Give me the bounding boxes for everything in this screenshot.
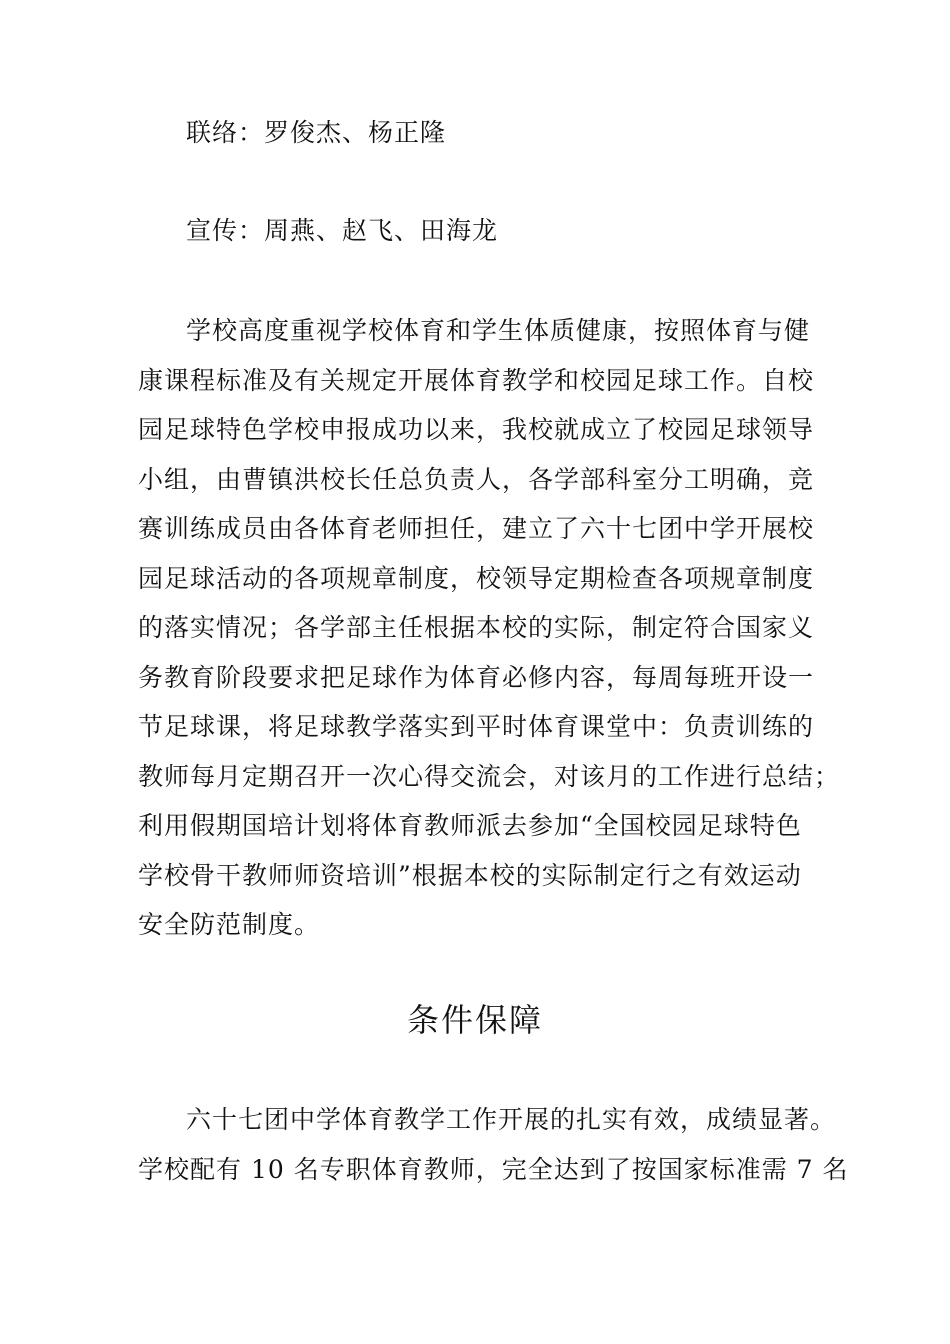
paragraph-line: 教师每月定期召开一次心得交流会，对该月的工作进行总结； — [138, 762, 841, 791]
contact-line: 联络：罗俊杰、杨正隆 — [186, 118, 447, 147]
paragraph-line: 务教育阶段要求把足球作为体育必修内容，每周每班开设一 — [138, 663, 815, 692]
paragraph-line: 利用假期国培计划将体育教师派去参加“全国校园足球特色 — [138, 811, 802, 840]
paragraph-line: 学校骨干教师师资培训”根据本校的实际制定行之有效运动 — [138, 861, 802, 890]
paragraph-line: 园足球活动的各项规章制度，校领导定期检查各项规章制度 — [138, 564, 815, 593]
paragraph-line: 学校配有 10 名专职体育教师，完全达到了按国家标准需 7 名 — [138, 1155, 849, 1184]
paragraph-line: 康课程标准及有关规定开展体育教学和校园足球工作。自校 — [138, 366, 815, 395]
paragraph-line: 园足球特色学校申报成功以来，我校就成立了校园足球领导 — [138, 415, 815, 444]
paragraph-line: 六十七团中学体育教学工作开展的扎实有效，成绩显著。 — [186, 1105, 837, 1134]
paragraph-line: 安全防范制度。 — [138, 910, 321, 939]
section-title: 条件保障 — [406, 1001, 543, 1039]
publicity-line: 宣传：周燕、赵飞、田海龙 — [186, 216, 499, 245]
paragraph-line: 小组，由曹镇洪校长任总负责人，各学部科室分工明确，竞 — [138, 465, 815, 494]
paragraph-line: 赛训练成员由各体育老师担任，建立了六十七团中学开展校 — [138, 514, 815, 543]
paragraph-line: 学校高度重视学校体育和学生体质健康，按照体育与健 — [186, 316, 811, 345]
paragraph-line: 的落实情况；各学部主任根据本校的实际，制定符合国家义 — [138, 613, 815, 642]
paragraph-line: 节足球课，将足球教学落实到平时体育课堂中：负责训练的 — [138, 712, 815, 741]
